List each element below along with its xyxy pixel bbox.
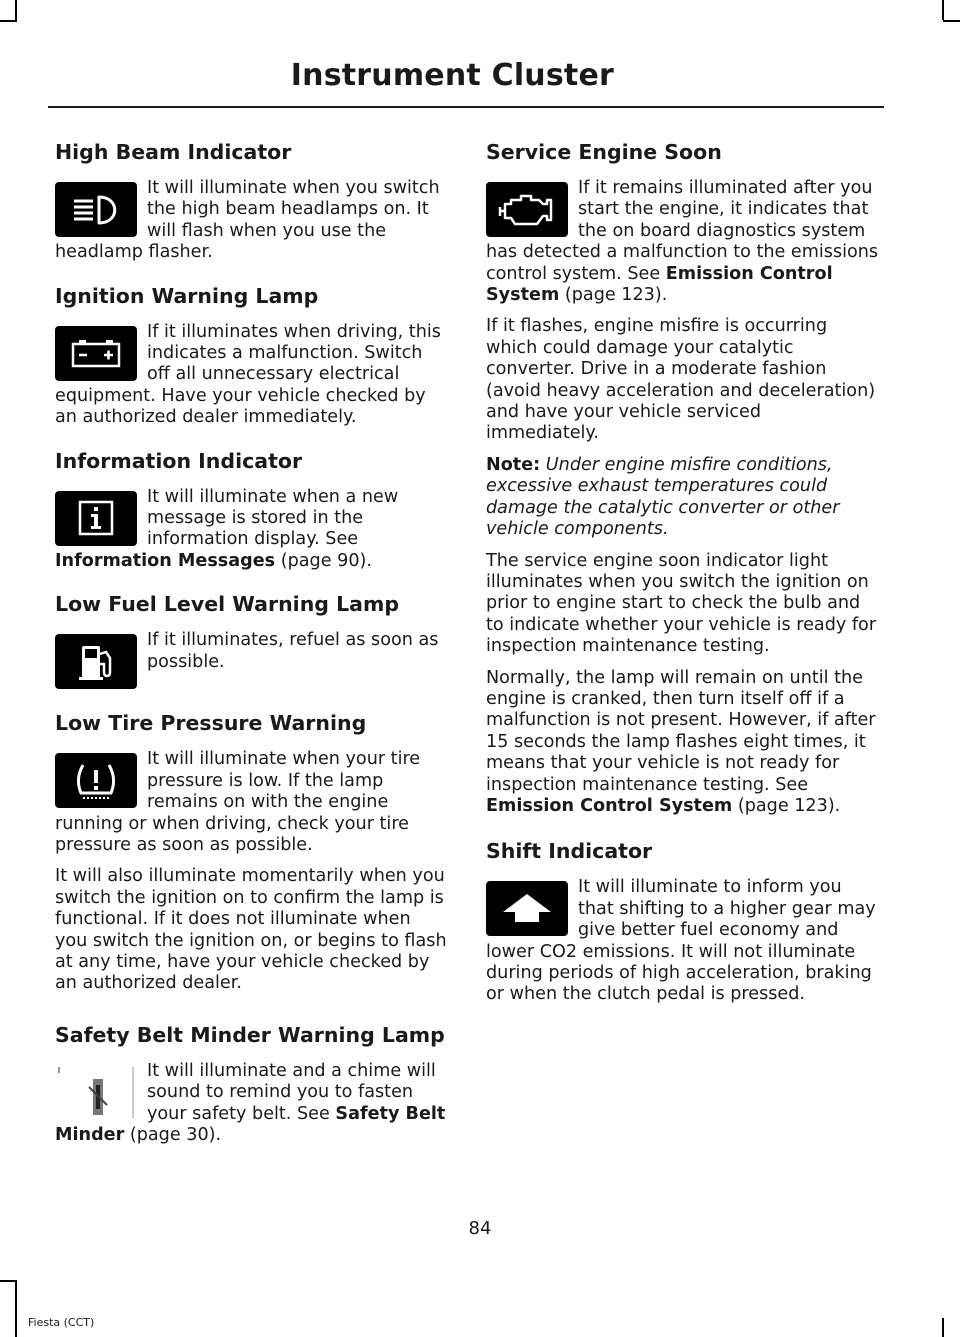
- section-paragraph: It will also illuminate momentarily when you switch the ignition on to confirm the lamp is functional. If it does not illuminate when you switch the ignition on, or begins to flash at any time, have your vehicle checked by an authorized dealer.: [55, 866, 447, 994]
- section-intro: [55, 487, 448, 573]
- section-intro: [55, 322, 448, 429]
- section-intro: [55, 178, 448, 264]
- shift-indicator-section: [486, 839, 879, 1005]
- footer-model: Fiesta (CCT): [28, 1316, 95, 1329]
- cross-reference-link[interactable]: Information Messages: [55, 550, 276, 571]
- page-reference: (page 30).: [124, 1124, 222, 1145]
- section-intro: [55, 749, 448, 856]
- page-reference: (page 123).: [559, 285, 668, 306]
- section-paragraph: If it flashes, engine misfire is occurring which could damage your catalytic converter. Drive in a moderate fashion (avoid heavy acceleration and deceleration) and have your vehicle serviced immediately.: [486, 316, 876, 444]
- seat-belt-icon: [55, 1065, 137, 1120]
- high-beam-section: [55, 140, 448, 264]
- note-label: Note:: [486, 454, 541, 475]
- information-icon: [55, 491, 137, 546]
- note-paragraph: [486, 455, 879, 541]
- section-heading: Low Fuel Level Warning Lamp: [55, 592, 400, 617]
- crop-mark: [15, 0, 17, 20]
- crop-mark: [943, 20, 960, 22]
- section-intro: [55, 630, 448, 691]
- information-section: [55, 449, 448, 573]
- cross-reference-link[interactable]: Safety Belt Minder: [55, 1103, 446, 1145]
- service-engine-section: [486, 140, 879, 817]
- crop-mark: [942, 0, 944, 20]
- section-heading: Safety Belt Minder Warning Lamp: [55, 1022, 445, 1047]
- crop-mark: [942, 1318, 944, 1337]
- section-body: It will illuminate to inform you that shifting to a higher gear may give better fuel economy and lower CO2 emissions. It will not illuminate during periods of high acceleration, braking or when the clutch pedal is pressed.: [486, 877, 876, 1005]
- engine-icon: [486, 182, 568, 237]
- shift-up-arrow-icon: [486, 881, 568, 936]
- section-intro: [55, 1061, 448, 1147]
- tire-pressure-icon: [55, 753, 137, 808]
- safety-belt-section: [55, 1023, 448, 1147]
- cross-reference-link[interactable]: Emission Control System: [486, 795, 733, 816]
- crop-mark: [0, 1280, 17, 1282]
- section-intro: [486, 178, 879, 306]
- note-text: Under engine misfire conditions, excessive exhaust temperatures could damage the catalytic converter or other vehicle components.: [486, 454, 840, 540]
- page-reference: (page 123).: [732, 795, 841, 816]
- cross-reference-link[interactable]: Emission Control System: [486, 263, 833, 306]
- body-text: It will illuminate when a new message is stored in the information display. See: [147, 486, 399, 550]
- section-body: It will illuminate when you switch the high beam headlamps on. It will flash when you use the headlamp flasher.: [55, 178, 440, 263]
- header-divider: [48, 106, 884, 108]
- tire-pressure-section: [55, 711, 448, 994]
- section-heading: Information Indicator: [55, 448, 303, 473]
- section-body: If it illuminates, refuel as soon as possible.: [147, 630, 439, 672]
- section-paragraph: The service engine soon indicator light illuminates when you switch the ignition on prior to engine start to check the bulb and to indicate whether your vehicle is ready for inspection maintenance testing.: [486, 550, 877, 657]
- section-heading: Shift Indicator: [486, 839, 653, 864]
- section-heading: Ignition Warning Lamp: [55, 283, 319, 308]
- battery-icon: [55, 326, 137, 381]
- crop-mark: [0, 20, 17, 22]
- crop-mark: [15, 1280, 17, 1337]
- body-text: Normally, the lamp will remain on until the engine is cranked, then turn itself off if a malfunction is not present. However, if after 15 seconds the lamp flashes eight times, it means that your vehicle is not ready for inspection maintenance testing. See: [486, 667, 876, 795]
- section-heading: High Beam Indicator: [55, 140, 292, 164]
- body-text: It will illuminate and a chime will sound to remind you to fasten your safety belt. See: [147, 1060, 436, 1124]
- fuel-pump-icon: [55, 634, 137, 689]
- low-fuel-section: [55, 592, 448, 691]
- ignition-section: [55, 284, 448, 429]
- right-column: [486, 140, 879, 1026]
- body-text: If it remains illuminated after you start the engine, it indicates that the on board diagnostics system has detected a malfunction to the emissions control system. See: [486, 178, 879, 284]
- high-beam-icon: [55, 182, 137, 237]
- page-reference: (page 90).: [275, 550, 372, 571]
- left-column: [55, 140, 448, 1166]
- page-number: 84: [468, 1218, 492, 1239]
- section-heading: Low Tire Pressure Warning: [55, 711, 367, 736]
- section-heading: Service Engine Soon: [486, 140, 722, 164]
- section-intro: [486, 877, 879, 1005]
- section-paragraph: [486, 668, 879, 818]
- section-body: It will illuminate when your tire pressure is low. If the lamp remains on with the engine running or when driving, check your tire pressure as soon as possible.: [55, 749, 421, 855]
- page-title: Instrument Cluster: [290, 58, 614, 93]
- section-body: If it illuminates when driving, this indicates a malfunction. Switch off all unnecessary electrical equipment. Have your vehicle checked by an authorized dealer immediately.: [55, 321, 441, 428]
